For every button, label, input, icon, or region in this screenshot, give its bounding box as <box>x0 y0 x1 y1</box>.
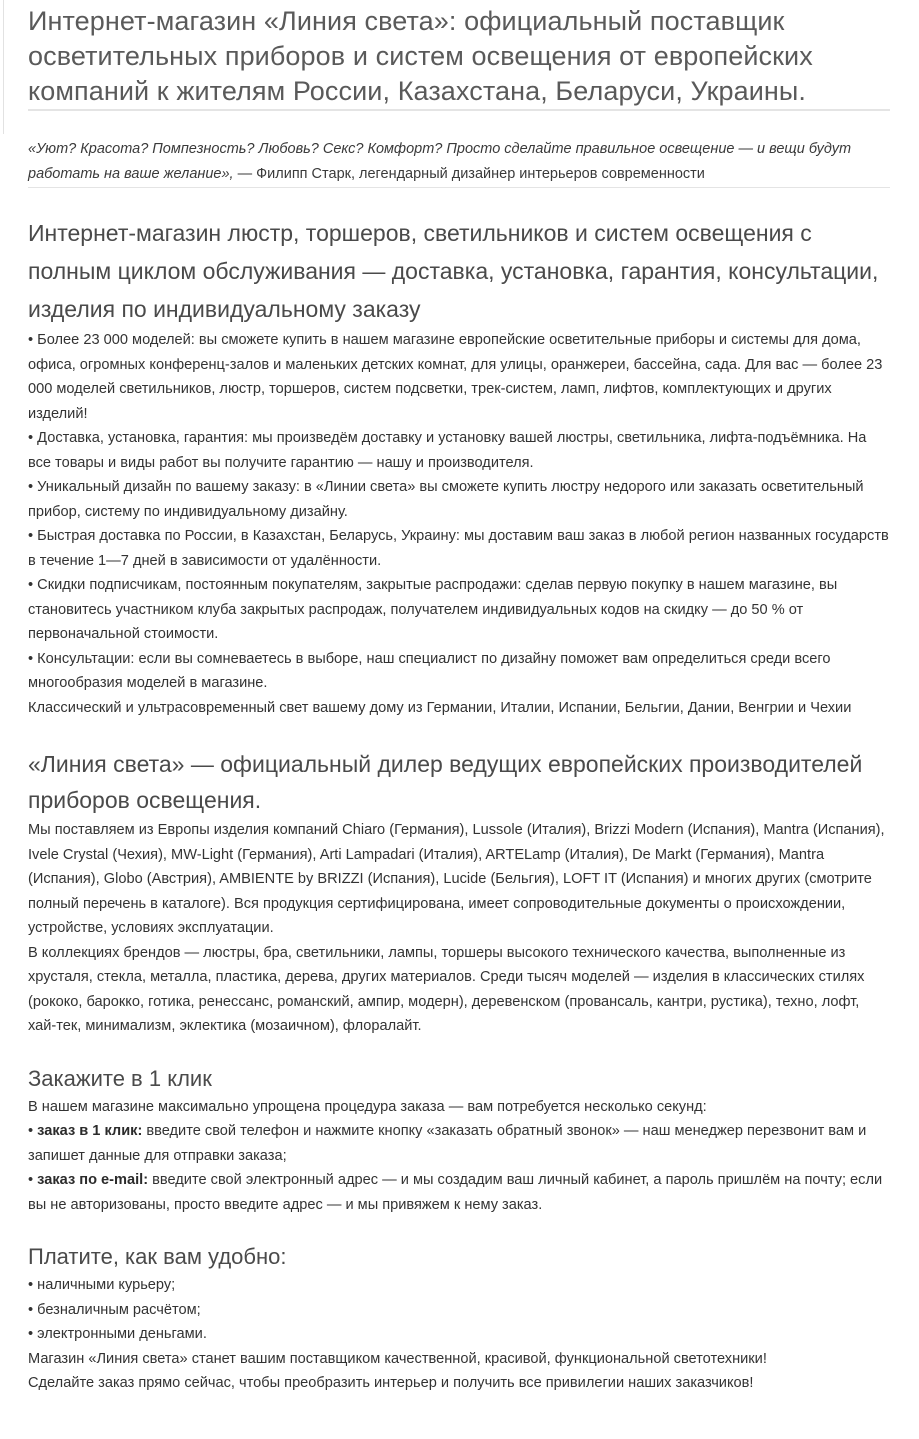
list-item: • Доставка, установка, гарантия: мы произведём доставку и установку вашей люстры, светильника, лифта-подъёмника. На все товары и виды работ вы получите гарантию — нашу и производителя. <box>28 430 867 471</box>
payment-method-list <box>28 1273 890 1347</box>
list-item <box>28 1168 890 1217</box>
dealer-collections-paragraph: В коллекциях брендов — люстры, бра, светильники, лампы, торшеры высокого технического качества, выполненные из хрусталя, стекла, металла, пластика, дерева, других материалов. Среди тысяч моделей — изделия в классических стилях (рококо, барокко, готика, ренессанс, романский, ампир, модерн), деревенском (провансаль, кантри, рустика), техно, лофт, хай-тек, минимализм, эклектика (мозаичном), флоралайт. <box>28 944 865 1034</box>
list-item: • электронными деньгами. <box>28 1326 207 1342</box>
services-heading: Интернет-магазин люстр, торшеров, светильников и систем освещения с полным циклом обслуживания — доставка, установка, гарантия, консультации, изделия по индивидуальному заказу <box>28 220 879 322</box>
bullet-marker: • <box>28 1172 38 1188</box>
list-item: • Быстрая доставка по России, в Казахстан, Беларусь, Украину: мы доставим ваш заказ в любой регион названных государств в течение 1—7 дней в зависимости от удалённости. <box>28 528 889 569</box>
services-bullet-list <box>28 328 890 696</box>
list-item-text: введите свой электронный адрес — и мы создадим ваш личный кабинет, а пароль пришлём на почту; если вы не авторизованы, просто введите адрес — и мы привяжем к нему заказ. <box>28 1172 883 1213</box>
list-item-label: заказ в 1 клик: <box>37 1123 143 1139</box>
list-item-text: введите свой телефон и нажмите кнопку «заказать обратный звонок» — наш менеджер перезвонит вам и запишет данные для отправки заказа; <box>28 1123 867 1164</box>
dealer-brands-paragraph: Мы поставляем из Европы изделия компаний Chiaro (Германия), Lussole (Италия), Brizzi Modern (Испания), Mantra (Испания), Ivele Crystal (Чехия), MW-Light (Германия), Arti Lampadari (Италия), ARTELamp (Италия), De Markt (Германия), Mantra (Испания), Globo (Австрия), AMBIENTE by BRIZZI (Испания), Lucide (Бельгия), LOFT IT (Испания) и многих других (смотрите полный перечень в каталоге). Вся продукция сертифицирована, имеет сопроводительные документы о происхождении, устройстве, условиях эксплуатации. <box>28 822 885 936</box>
page-title: Интернет-магазин «Линия света»: официальный поставщик осветительных приборов и систем освещения от европейских компаний к жителям России, Казахстана, Беларуси, Украины. <box>28 6 813 106</box>
list-item: • Более 23 000 моделей: вы сможете купить в нашем магазине европейские осветительные приборы и системы для дома, офиса, огромных конференц-залов и маленьких детских комнат, для улицы, оранжереи, бассейна, сада. Для вас — более 23 000 моделей светильников, люстр, торшеров, систем подсветки, трек-систем, ламп, лифтов, комплектующих и других изделий! <box>28 332 883 422</box>
list-item: • безналичным расчётом; <box>28 1301 201 1318</box>
bullet-marker: • <box>28 1123 38 1139</box>
closing-line-2: Сделайте заказ прямо сейчас, чтобы преобразить интерьер и получить все привилегии наших заказчиков! <box>28 1375 754 1391</box>
dealer-heading: «Линия света» — официальный дилер ведущих европейских производителей приборов освещения. <box>28 751 863 813</box>
list-item: • Уникальный дизайн по вашему заказу: в «Линии света» вы сможете купить люстру недорого или заказать осветительный прибор, систему по индивидуальному дизайну. <box>28 479 864 520</box>
left-edge-divider <box>3 0 4 134</box>
order-bullet-list <box>28 1119 890 1217</box>
list-item-label: заказ по e-mail: <box>37 1172 149 1188</box>
payment-heading: Платите, как вам удобно: <box>28 1244 287 1269</box>
closing-line-1: Магазин «Линия света» станет вашим поставщиком качественной, красивой, функциональной светотехники! <box>28 1350 767 1367</box>
order-heading: Закажите в 1 клик <box>28 1065 212 1091</box>
list-item: • Консультации: если вы сомневаетесь в выборе, наш специалист по дизайну поможет вам определиться среди всего многообразия моделей в магазине. <box>28 650 831 691</box>
list-item: • наличными курьеру; <box>28 1277 176 1293</box>
list-item <box>28 1119 890 1168</box>
pull-quote-attribution: — Филипп Старк, легендарный дизайнер интерьеров современности <box>233 166 705 182</box>
pull-quote <box>28 111 890 187</box>
services-closing-line: Классический и ультрасовременный свет вашему дому из Германии, Италии, Испании, Бельгии, Дании, Венгрии и Чехии <box>28 699 852 716</box>
pull-quote-text: «Уют? Красота? Помпезность? Любовь? Секс? Комфорт? Просто сделайте правильное освещение — и вещи будут работать на ваше желание», <box>28 141 852 182</box>
order-intro: В нашем магазине максимально упрощена процедура заказа — вам потребуется несколько секунд: <box>28 1098 707 1115</box>
list-item: • Скидки подписчикам, постоянным покупателям, закрытые распродажи: сделав первую покупку в нашем магазине, вы становитесь участником клуба закрытых распродаж, получателем индивидуальных кодов на скидку — до 50 % от первоначальной стоимости. <box>28 577 838 642</box>
